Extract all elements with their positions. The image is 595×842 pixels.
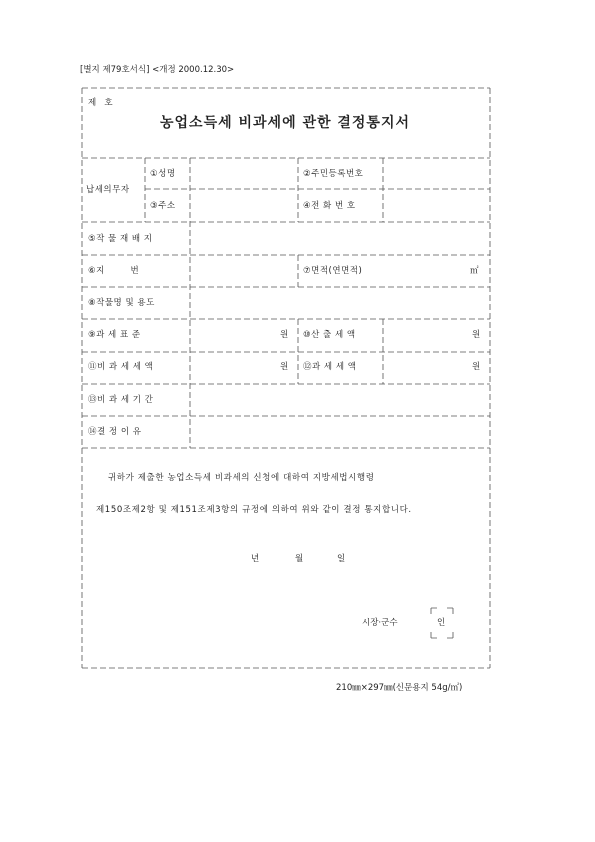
computed-tax-unit: 원: [472, 330, 481, 340]
signer-label: 시장·군수: [362, 618, 398, 628]
area-label: ⑦면적(연면적): [303, 266, 363, 276]
taxable-amount-label: ⑫과 세 세 액: [303, 362, 357, 372]
notice-line-1: 귀하가 제출한 농업소득세 비과세의 신청에 대하여 지방세법시행령: [108, 473, 375, 483]
notice-line-2: 제150조제2항 및 제151조제3항의 규정에 의하여 위와 같이 결정 통지합니다.: [96, 505, 412, 515]
area-unit: ㎡: [470, 266, 479, 276]
crop-location-label: ⑤작 물 재 배 지: [88, 234, 153, 244]
seal-mark: 인: [437, 618, 446, 628]
date-month: 월: [295, 554, 304, 564]
crop-use-label: ⑧작물명 및 용도: [88, 298, 155, 308]
lot-number-label: ⑥지 번: [88, 266, 140, 276]
exempt-tax-label: ⑪비 과 세 세 액: [88, 362, 154, 372]
form-header: [별지 제79호서식] <개정 2000.12.30>: [80, 65, 235, 75]
resident-number-label: ②주민등록번호: [303, 169, 364, 179]
name-label: ①성명: [150, 169, 176, 179]
tax-base-unit: 원: [280, 330, 289, 340]
taxpayer-group-label: 납세의무자: [86, 185, 130, 195]
form-number-label: 제 호: [88, 98, 113, 108]
decision-reason-label: ⑭결 정 이 유: [88, 427, 142, 437]
exempt-period-label: ⑬비 과 세 기 간: [88, 395, 154, 405]
paper-spec-footer: 210㎜×297㎜(신문용지 54g/㎡): [336, 683, 463, 693]
form-title: 농업소득세 비과세에 관한 결정통지서: [160, 115, 411, 131]
computed-tax-label: ⑩산 출 세 액: [303, 330, 356, 340]
exempt-tax-unit: 원: [280, 362, 289, 372]
date-year: 년: [251, 554, 260, 564]
date-day: 일: [337, 554, 346, 564]
taxable-amount-unit: 원: [472, 362, 481, 372]
tax-base-label: ⑨과 세 표 준: [88, 330, 141, 340]
address-label: ③주소: [150, 201, 176, 211]
phone-label: ④전 화 번 호: [303, 201, 356, 211]
